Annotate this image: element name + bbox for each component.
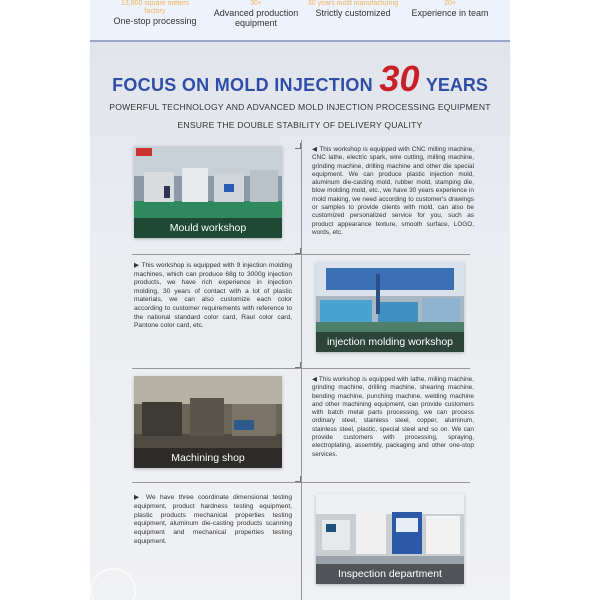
row-divider [132,254,470,255]
injection-workshop-description: ▶ This workshop is equipped with 9 injection molding machines, which can produce 68g to 3000g injection products, we have rich experience in injection molding, 30 years of contact with a lot of plastic materials, we can also customize each color according to customer requirements with reference to the national standard color card, Raul color card, Pantone color card, etc. [134,262,292,330]
inspection-description: ▶ We have three coordinate dimensional testing equipment, product hardness testing equipment, plastic products mechanical properties testing equipment, aluminum die-casting products scanning equipment and mechanical properties testing equipment. [134,494,292,545]
machining-shop-description: ◀ This workshop is equipped with lathe, milling machine, grinding machine, drilling machine, shearing machine, bending machine, punching machine, welding machine and other machining equipment, can provide customers with batch metal parts processing, we can process ordinary steel, stainless steel, copper, aluminum, stainless steel, plastic, special steel and so on. We can provide customers with processing, spraying, electroplating, assembly, packaging and other one-stop services. [312,376,474,458]
page-title [90,58,510,98]
corner-tick [295,143,301,149]
faint-logo-watermark [90,568,136,600]
title-years: YEARS [425,75,488,95]
mould-workshop-photo [134,146,282,238]
photo-caption: injection molding workshop [316,332,464,352]
corner-tick [295,476,301,482]
center-divider [301,140,302,600]
stat-faint-text: 30+ [250,0,262,7]
stat-item [406,0,494,18]
stat-label: Strictly customized [315,8,391,18]
stat-faint-text: 13,000 square meters factory [120,0,190,15]
stat-faint-text: 20+ [444,0,456,7]
subtitle-line-1: POWERFUL TECHNOLOGY AND ADVANCED MOLD INJECTION PROCESSING EQUIPMENT [109,102,491,112]
stat-item [110,0,200,26]
stat-faint-text: 30 years mold manufacturing [307,0,399,7]
corner-tick [295,362,301,368]
product-page [90,0,510,600]
title-text: FOCUS ON MOLD INJECTION [112,75,373,95]
stats-strip [90,0,510,42]
photo-caption: Machining shop [134,448,282,468]
injection-workshop-photo [316,262,464,352]
row-divider [132,368,470,369]
title-number: 30 [379,58,420,99]
stat-label: Advanced production equipment [213,8,299,28]
stat-item [302,0,404,18]
row-divider [132,482,470,483]
subtitle-line-2: ENSURE THE DOUBLE STABILITY OF DELIVERY QUALITY [177,120,423,130]
inspection-photo [316,494,464,584]
stat-label: One-stop processing [113,16,197,26]
stat-item [208,0,304,28]
photo-caption: Mould workshop [134,218,282,238]
mould-workshop-description: ◀ This workshop is equipped with CNC milling machine, CNC lathe, electric spark, wire cutting, milling machine, grinding machine, drilling machine and other die special equipment. We can produce plastic injection mold, aluminum die-casting mold, rubber mold, stamping die, blow molding mold, etc., we have 30 years experience in mold making, we need according to customer's drawings or samples to provide clients with mold, can also be customized personalized service for you, such as product appearance texture, smooth surface, LOGO, words, etc. [312,146,474,236]
machining-shop-photo [134,376,282,468]
stat-label: Experience in team [411,8,489,18]
corner-tick [295,248,301,254]
photo-caption: Inspection department [316,564,464,584]
